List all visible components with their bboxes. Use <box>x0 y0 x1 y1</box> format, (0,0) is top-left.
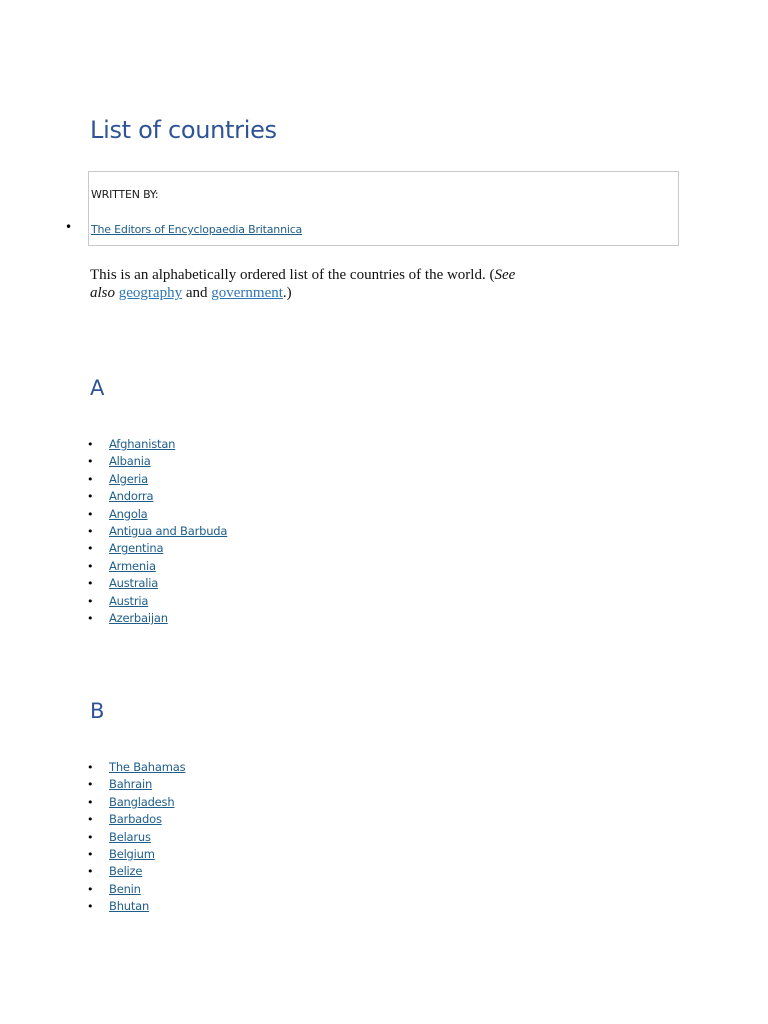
government-link[interactable]: government <box>211 285 283 301</box>
geography-link[interactable]: geography <box>118 285 183 301</box>
intro-paragraph <box>90 266 530 302</box>
list-item <box>109 829 185 846</box>
intro-text-after: .) <box>282 285 292 301</box>
list-item <box>109 898 185 915</box>
list-item <box>109 558 227 575</box>
list-item <box>109 794 185 811</box>
list-item <box>109 776 185 793</box>
country-link[interactable]: Andorra <box>109 489 154 504</box>
list-item <box>109 846 185 863</box>
list-item <box>109 610 227 627</box>
list-item <box>109 759 185 776</box>
intro-text-before: This is an alphabetically ordered list of the countries of the world. ( <box>90 267 495 283</box>
country-link[interactable]: Belize <box>109 864 143 879</box>
list-item <box>109 881 185 898</box>
list-item <box>109 811 185 828</box>
country-list-a <box>109 436 227 627</box>
list-item <box>109 523 227 540</box>
list-item <box>109 593 227 610</box>
country-link[interactable]: Belgium <box>109 846 155 861</box>
country-link[interactable]: Bahrain <box>109 777 153 792</box>
country-link[interactable]: Angola <box>109 506 148 521</box>
see-also-text: See also <box>90 267 516 301</box>
country-link[interactable]: Belarus <box>109 829 151 844</box>
page-title: List of countries <box>90 116 277 144</box>
country-link[interactable]: Afghanistan <box>109 437 176 451</box>
country-link[interactable]: Armenia <box>109 558 156 573</box>
country-list-b <box>109 759 185 916</box>
country-link[interactable]: Barbados <box>109 812 162 827</box>
country-link[interactable]: Bhutan <box>109 899 150 914</box>
section-heading-a: A <box>90 376 105 400</box>
written-by-label: WRITTEN BY: <box>91 188 159 201</box>
list-item <box>109 436 227 453</box>
author-info-box <box>65 171 679 246</box>
country-link[interactable]: Azerbaijan <box>109 610 168 625</box>
list-item <box>109 488 227 505</box>
bullet-icon: • <box>65 220 73 234</box>
list-item <box>109 540 227 557</box>
country-link[interactable]: Argentina <box>109 541 164 556</box>
list-item <box>109 863 185 880</box>
list-item <box>109 453 227 470</box>
country-link[interactable]: Benin <box>109 881 141 896</box>
country-link[interactable]: Albania <box>109 454 151 469</box>
country-link[interactable]: Antigua and Barbuda <box>109 523 228 538</box>
list-item <box>109 575 227 592</box>
country-link[interactable]: The Bahamas <box>109 760 186 774</box>
country-link[interactable]: Austria <box>109 593 149 608</box>
country-link[interactable]: Australia <box>109 576 159 591</box>
section-heading-b: B <box>90 699 105 723</box>
list-item <box>109 471 227 488</box>
country-link[interactable]: Bangladesh <box>109 794 175 809</box>
list-item <box>109 506 227 523</box>
author-link[interactable]: The Editors of Encyclopaedia Britannica <box>91 223 303 236</box>
intro-and-text: and <box>182 285 212 301</box>
country-link[interactable]: Algeria <box>109 471 149 486</box>
